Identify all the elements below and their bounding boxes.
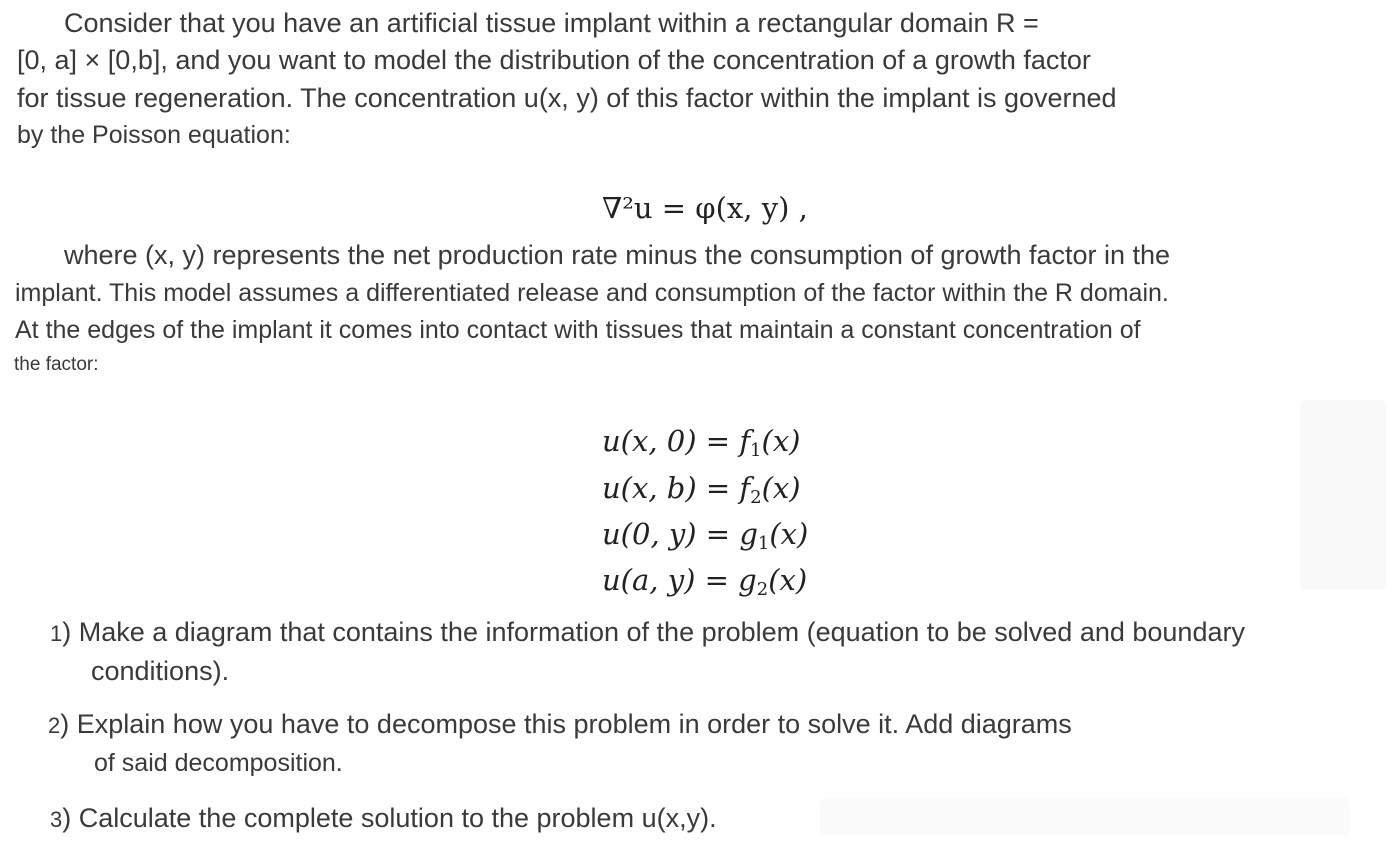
task-1-text: ) Make a diagram that contains the information of the problem (equation to be solved and boundary xyxy=(62,617,1245,647)
explanation-line-3: At the edges of the implant it comes into contact with tissues that maintain a constant concentration of xyxy=(15,316,1141,344)
task-1-number: 1 xyxy=(50,621,63,646)
task-2-number: 2 xyxy=(48,713,61,738)
task-2-continuation: of said decomposition. xyxy=(94,749,343,777)
intro-line-1: Consider that you have an artificial tissue implant within a rectangular domain R = xyxy=(64,8,1039,38)
boundary-condition-3: u(0, $y) = g_1(x)$ xyxy=(602,517,809,554)
intro-line-3: for tissue regeneration. The concentration u(x, y) of this factor within the implant is governed xyxy=(17,83,1117,113)
task-2-text: ) Explain how you have to decompose this problem in order to solve it. Add diagrams xyxy=(60,709,1072,739)
task-3-text: ) Calculate the complete solution to the problem u(x,y). xyxy=(62,803,717,833)
intro-line-4: by the Poisson equation: xyxy=(17,121,291,149)
task-3 xyxy=(50,805,717,832)
scan-artifact-bottom xyxy=(820,798,1350,836)
task-2 xyxy=(48,711,1072,738)
boundary-condition-1: u(x, $0) = f_1(x)$ xyxy=(602,424,801,461)
explanation-line-2: implant. This model assumes a differentiated release and consumption of the factor within the R domain. xyxy=(15,279,1169,307)
explanation-line-4: the factor: xyxy=(14,354,99,375)
task-3-number: 3 xyxy=(50,807,63,832)
task-1-continuation: conditions). xyxy=(91,656,230,686)
intro-line-2: [0, a] × [0,b], and you want to model the distribution of the concentration of a growth factor xyxy=(17,45,1091,75)
poisson-equation: ∇²u = φ(x, y) , xyxy=(602,191,808,225)
task-1 xyxy=(50,619,1245,646)
boundary-condition-2: u(x, $b) = f_2(x)$ xyxy=(602,471,801,508)
scan-artifact-right xyxy=(1300,400,1386,590)
explanation-line-1: where (x, y) represents the net production rate minus the consumption of growth factor in the xyxy=(64,240,1171,270)
boundary-condition-4: u(a, $y) = g_2(x)$ xyxy=(602,563,808,600)
